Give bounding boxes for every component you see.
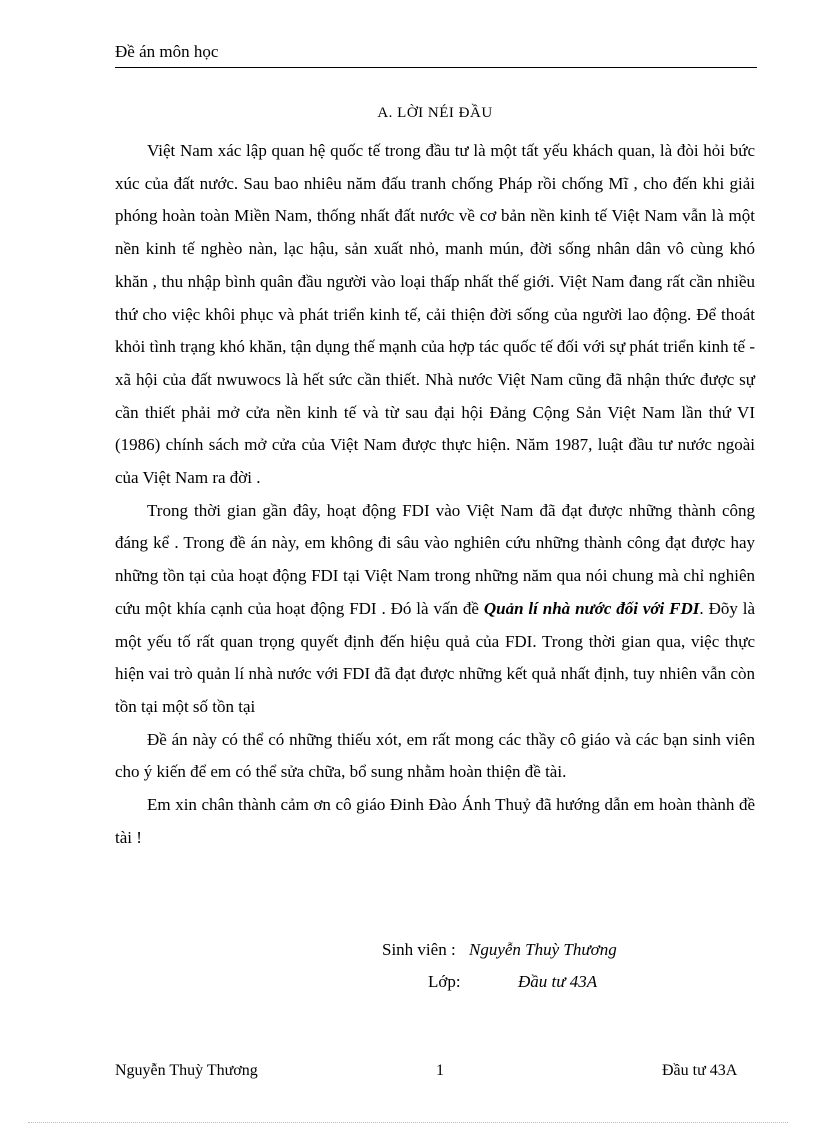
document-body [115,103,755,854]
header-title: Đề án môn học [115,42,219,61]
class-name: Đầu tư 43A [518,972,598,991]
paragraph-intro: Việt Nam xác lập quan hệ quốc tế trong đầu tư là một tất yếu khách quan, là đòi hỏi bức xúc của đất nước. Sau bao nhiêu năm đấu tranh chống Pháp rồi chống Mĩ , cho đến khi giải phóng hoàn toàn Miền Nam, thống nhất đất nước về cơ bản nền kinh tế Việt Nam vẫn là một nền kinh tế nghèo nàn, lạc hậu, sản xuất nhỏ, manh mún, đời sống nhân dân vô cùng khó khăn , thu nhập bình quân đầu người vào loại thấp nhất thế giới. Việt Nam đang rất cần nhiều thứ cho việc khôi phục và phát triển kinh tế, cải thiện đời sống của người lao động. Để thoát khỏi tình trạng khó khăn, tận dụng thế mạnh của hợp tác quốc tế đối với sự phát triển kinh tế - xã hội của đất nwuwocs là hết sức cần thiết. Nhà nước Việt Nam cũng đã nhận thức được sự cần thiết phải mở cửa nền kinh tế và từ sau đại hội Đảng Cộng Sản Việt Nam lần thứ VI (1986) chính sách mở cửa của Việt Nam được thực hiện. Năm 1987, luật đầu tư nước ngoài của Việt Nam ra đời . [115,141,755,488]
paragraph-fdi-text-1: Trong thời gian gần đây, hoạt động FDI vào Việt Nam đã đạt được những thành công đáng kể . Trong đề án này, em không đi sâu vào nghiên cứu những thành công đạt được hay những tồn tại của hoạt động FDI tại Việt Nam trong những năm qua nói chung mà chỉ nghiên cứu một khía cạnh của hoạt động FDI . Đó là vấn đề [115,500,755,618]
footer-class: Đầu tư 43A [662,1062,738,1079]
paragraph-fdi [115,495,755,724]
student-label: Sinh viên : [382,940,456,959]
paragraph-fdi-text-2: . Đõy là một yếu tố rất quan trọng quyết định đến hiệu quả của FDI. Trong thời gian qua, việc thực hiện vai trò quản lí nhà nước với FDI đã đạt được những kết quả nhất định, tuy nhiên vẫn còn tồn tại một số tồn tại [115,598,756,716]
section-title: A. LỜI NÉI ĐẦU [377,105,493,121]
class-label: Lớp: [428,972,461,991]
paragraph-thanks: Em xin chân thành cảm ơn cô giáo Đinh Đào Ánh Thuỷ đã hướng dẫn em hoàn thành đề tài ! [115,795,755,847]
document-header [115,40,757,68]
page-number: 1 [436,1062,444,1079]
paragraph-request: Đề án này có thể có những thiếu xót, em rất mong các thầy cô giáo và các bạn sinh viên cho ý kiến để em có thể sửa chữa, bổ sung nhằm hoàn thiện đề tài. [115,729,755,782]
footer-author: Nguyễn Thuỳ Thương [115,1062,258,1079]
student-name: Nguyễn Thuỳ Thương [469,940,617,959]
topic-emphasis: Quản lí nhà nước đối với FDI [483,598,700,618]
